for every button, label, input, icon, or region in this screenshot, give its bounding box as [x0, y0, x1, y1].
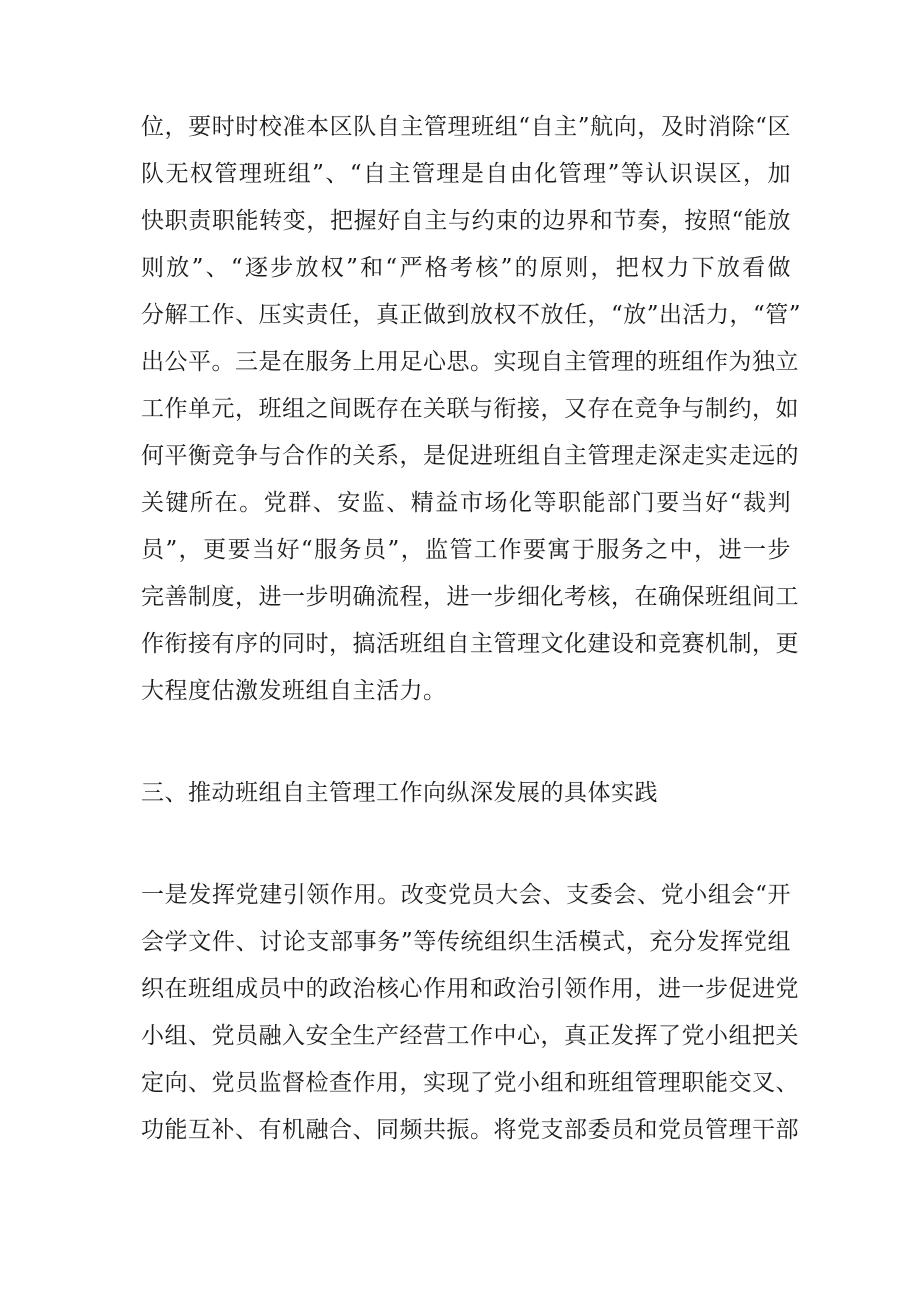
paragraph-line: 会学文件、讨论支部事务”等传统组织生活模式，充分发挥党组: [141, 929, 791, 955]
paragraph-line: 员”，更要当好“服务员”，监管工作要寓于服务之中，进一步: [141, 537, 791, 563]
paragraph-line: 大程度估激发班组自主活力。: [141, 678, 447, 704]
paragraph-line: 则放”、“逐步放权”和“严格考核”的原则，把权力下放看做: [141, 255, 791, 281]
paragraph-line: 关键所在。党群、安监、精益市场化等职能部门要当好“裁判: [141, 490, 791, 516]
paragraph-line: 快职责职能转变，把握好自主与约束的边界和节奏，按照“能放: [141, 208, 791, 234]
paragraph-1: [141, 104, 802, 715]
paragraph-line: 出公平。三是在服务上用足心思。实现自主管理的班组作为独立: [141, 349, 799, 375]
paragraph-line: 作衔接有序的同时，搞活班组自主管理文化建设和竞赛机制，更: [141, 631, 799, 657]
document-page: [141, 104, 802, 1154]
paragraph-line: 工作单元，班组之间既存在关联与衔接，又存在竞争与制约，如: [141, 396, 799, 422]
paragraph-line: 定向、党员监督检查作用，实现了党小组和班组管理职能交叉、: [141, 1070, 799, 1096]
paragraph-2: [141, 872, 799, 1154]
paragraph-line: 完善制度，进一步明确流程，进一步细化考核，在确保班组间工: [141, 584, 799, 610]
paragraph-line: 分解工作、压实责任，真正做到放权不放任，“放”出活力，“管”: [141, 302, 802, 328]
paragraph-line: 位，要时时校准本区队自主管理班组“自主”航向，及时消除“区: [141, 114, 791, 140]
paragraph-line: 功能互补、有机融合、同频共振。将党支部委员和党员管理干部: [141, 1117, 799, 1143]
paragraph-line: 队无权管理班组”、“自主管理是自由化管理”等认识误区，加: [141, 161, 791, 187]
paragraph-line: 何平衡竞争与合作的关系，是促进班组自主管理走深走实走远的: [141, 443, 799, 469]
paragraph-line: 织在班组成员中的政治核心作用和政治引领作用，进一步促进党: [141, 976, 799, 1002]
paragraph-line: 一是发挥党建引领作用。改变党员大会、支委会、党小组会“开: [141, 882, 791, 908]
section-heading: 三、推动班组自主管理工作向纵深发展的具体实践: [141, 780, 658, 806]
paragraph-line: 小组、党员融入安全生产经营工作中心，真正发挥了党小组把关: [141, 1023, 799, 1049]
